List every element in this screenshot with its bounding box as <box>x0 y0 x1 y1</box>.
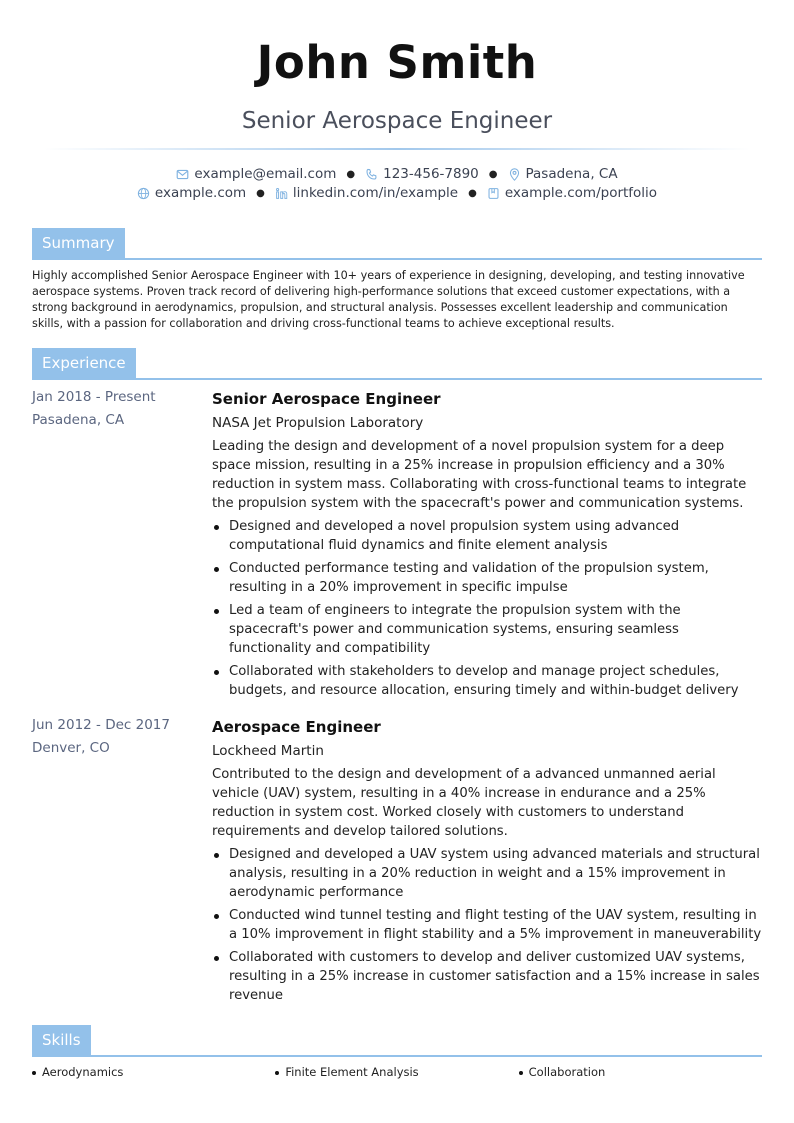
contact-website[interactable] <box>137 185 246 201</box>
contact-row-links <box>0 185 794 201</box>
job-location: Denver, CO <box>32 740 110 756</box>
globe-icon <box>137 187 150 200</box>
job-bullet: Conducted performance testing and validation of the propulsion system, resulting in a 20% improvement in specific impulse <box>212 559 762 597</box>
job-entry <box>212 389 762 704</box>
job-bullets <box>212 517 762 700</box>
envelope-icon <box>176 168 189 181</box>
job-dates: Jun 2012 - Dec 2017 <box>32 717 170 733</box>
job-bullet: Designed and developed a novel propulsion system using advanced computational fluid dynamics and finite element analysis <box>212 517 762 555</box>
contact-portfolio-text: example.com/portfolio <box>504 185 658 201</box>
candidate-title: Senior Aerospace Engineer <box>241 108 553 134</box>
job-bullet: Collaborated with customers to develop and deliver customized UAV systems, resulting in a 25% increase in customer satisfaction and a 15% increase in sales revenue <box>212 948 762 1005</box>
job-bullet: Designed and developed a UAV system using advanced materials and structural analysis, resulting in a 20% reduction in weight and a 15% improvement in aerodynamic performance <box>212 845 762 902</box>
job-meta <box>32 714 202 760</box>
skills-section-header <box>32 1025 762 1057</box>
contact-phone[interactable] <box>365 166 479 182</box>
map-pin-icon <box>508 168 521 181</box>
summary-text: Highly accomplished Senior Aerospace Engineer with 10+ years of experience in designing, developing, and testing innovative aerospace systems. Proven track record of delivering high-performance solutions that exceed customer expectations, with a strong background in aerodynamics, propulsion, and structural analysis. Possesses excellent leadership and communication skills, with a passion for collaboration and driving cross-functional teams to achieve exceptional results. <box>32 269 745 330</box>
contact-email-text: example@email.com <box>194 166 337 182</box>
job-bullet: Collaborated with stakeholders to develop and manage project schedules, budgets, and resource allocation, ensuring timely and within-budget delivery <box>212 662 762 700</box>
job-meta <box>32 386 202 432</box>
job-bullet: Led a team of engineers to integrate the propulsion system with the spacecraft's power and communication systems, ensuring seamless functionality and compatibility <box>212 601 762 658</box>
experience-section-header <box>32 348 762 380</box>
job-company: NASA Jet Propulsion Laboratory <box>212 415 424 431</box>
skill-item: Aerodynamics <box>32 1065 275 1079</box>
summary-heading: Summary <box>32 228 125 258</box>
job-role: Senior Aerospace Engineer <box>212 390 441 408</box>
job-description: Contributed to the design and development of a advanced unmanned aerial vehicle (UAV) system, resulting in a 40% increase in endurance and a 25% reduction in system cost. Worked closely with customers to understand requirements and develop tailored solutions. <box>212 767 716 839</box>
separator-dot: ● <box>468 187 477 199</box>
contact-location-text: Pasadena, CA <box>525 166 618 182</box>
header-divider <box>44 148 750 150</box>
skill-item: Finite Element Analysis <box>275 1065 518 1079</box>
linkedin-icon <box>275 187 288 200</box>
contact-phone-text: 123-456-7890 <box>383 166 479 182</box>
job-entry <box>212 717 762 1009</box>
contact-linkedin-text: linkedin.com/in/example <box>292 185 459 201</box>
separator-dot: ● <box>346 168 356 180</box>
bookmark-icon <box>487 187 500 200</box>
candidate-name: John Smith <box>256 36 538 89</box>
separator-dot: ● <box>256 187 265 199</box>
contact-website-text: example.com <box>154 185 247 201</box>
job-role: Aerospace Engineer <box>212 718 381 736</box>
skills-list <box>32 1065 762 1079</box>
job-company: Lockheed Martin <box>212 743 324 759</box>
job-location: Pasadena, CA <box>32 412 125 428</box>
experience-heading: Experience <box>32 348 136 378</box>
job-dates: Jan 2018 - Present <box>32 389 156 405</box>
job-bullets <box>212 845 762 1005</box>
summary-section-header <box>32 228 762 260</box>
contact-email[interactable] <box>176 166 336 182</box>
phone-icon <box>365 168 378 181</box>
skill-item: Collaboration <box>519 1065 762 1079</box>
contact-row-primary <box>0 166 794 182</box>
contact-portfolio[interactable] <box>487 185 657 201</box>
job-bullet: Conducted wind tunnel testing and flight testing of the UAV system, resulting in a 10% improvement in flight stability and a 5% improvement in maneuverability <box>212 906 762 944</box>
job-description: Leading the design and development of a novel propulsion system for a deep space mission, resulting in a 25% increase in propulsion efficiency and a 30% reduction in system mass. Collaborating with cross-functional teams to integrate the propulsion system with the spacecraft's power and communication systems. <box>212 439 747 511</box>
skills-heading: Skills <box>32 1025 91 1055</box>
contact-location <box>508 166 618 182</box>
separator-dot: ● <box>488 168 498 180</box>
contact-linkedin[interactable] <box>275 185 458 201</box>
